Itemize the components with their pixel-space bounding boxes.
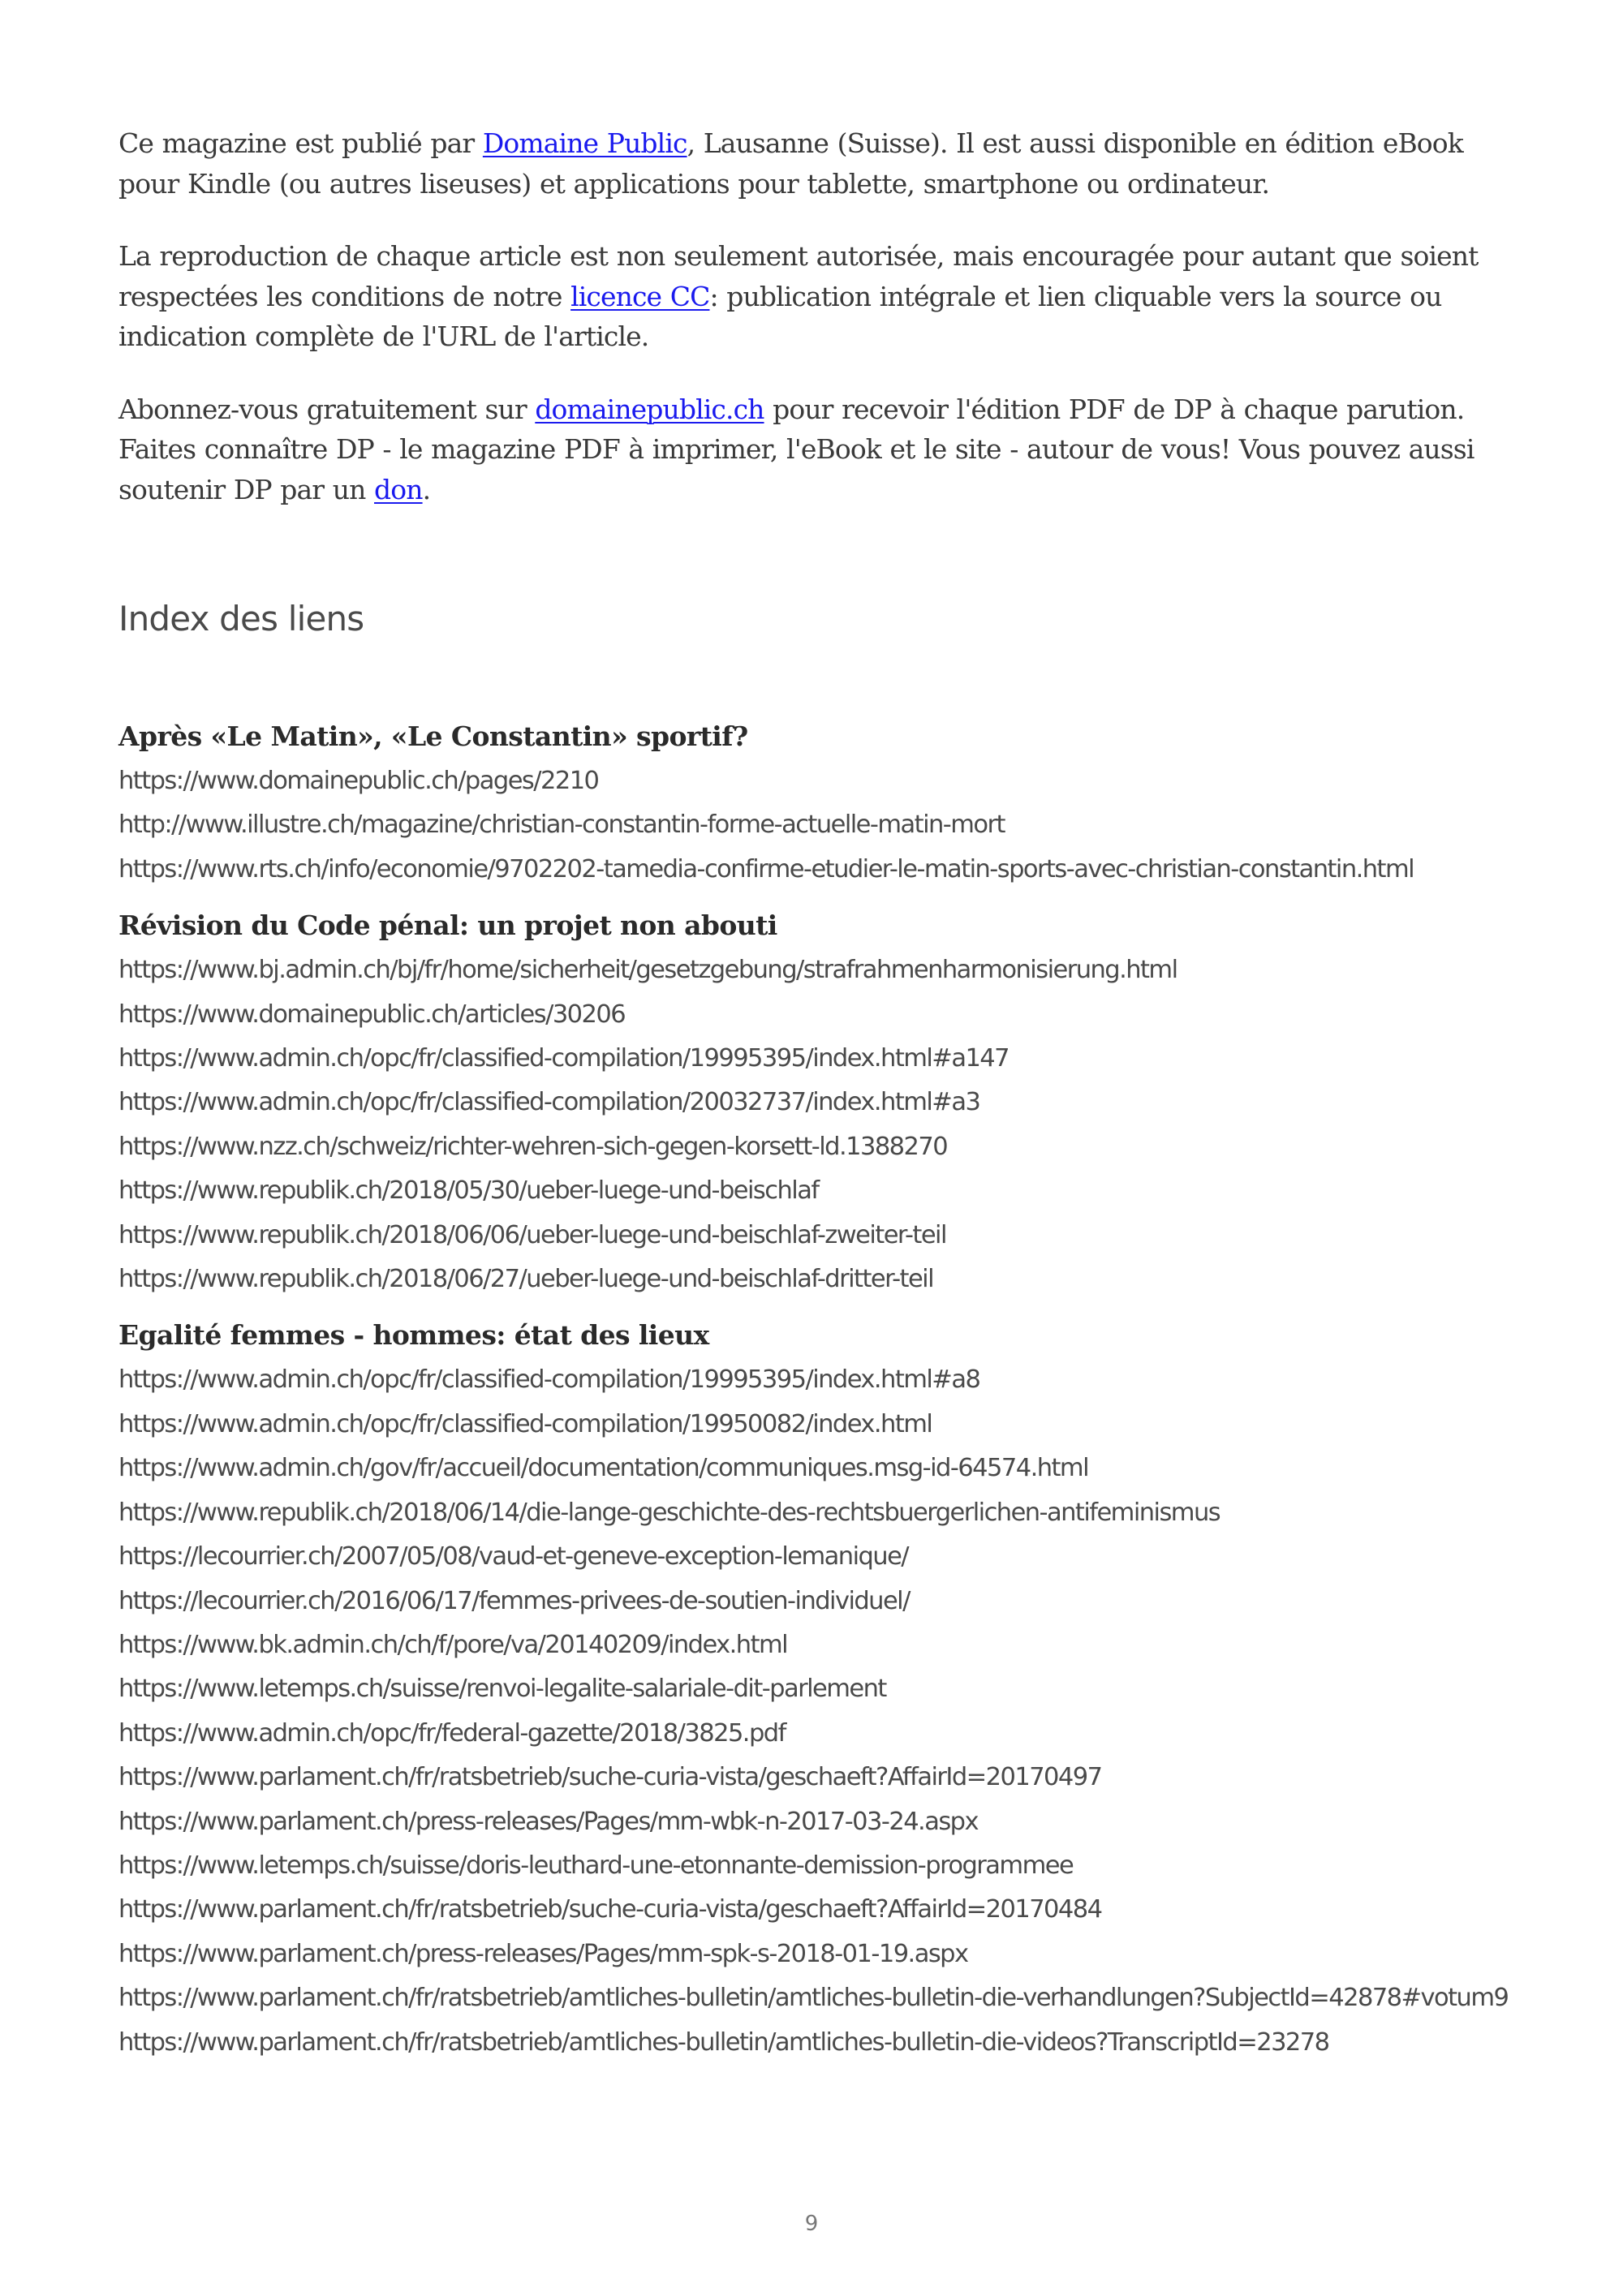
intro-text: Abonnez-vous gratuitement sur bbox=[118, 393, 536, 425]
page-content bbox=[118, 123, 1519, 2076]
domainepublic-link[interactable]: domainepublic.ch bbox=[535, 393, 764, 425]
link-url[interactable]: https://www.letemps.ch/suisse/renvoi-legalite-salariale-dit-parlement bbox=[118, 1675, 886, 1704]
link-url[interactable]: https://www.domainepublic.ch/articles/30206 bbox=[118, 1000, 626, 1029]
link-index bbox=[118, 714, 1519, 2065]
intro-text: , Lausanne (Suisse). Il est aussi disponible en édition eBook pour Kindle (ou autres liseuses) et applications pour tablette, smartphone ou ordinateur. bbox=[118, 127, 1463, 200]
link-group bbox=[118, 903, 1519, 1301]
link-group-title: Révision du Code pénal: un projet non abouti bbox=[118, 909, 777, 942]
link-url[interactable]: https://www.parlament.ch/press-releases/Pages/mm-wbk-n-2017-03-24.aspx bbox=[118, 1807, 978, 1836]
link-url[interactable]: https://www.republik.ch/2018/05/30/ueber-luege-und-beischlaf bbox=[118, 1176, 819, 1206]
link-url[interactable]: https://www.admin.ch/opc/fr/classified-compilation/19950082/index.html bbox=[118, 1409, 932, 1438]
index-title: Index des liens bbox=[118, 599, 364, 638]
link-url[interactable]: https://www.republik.ch/2018/06/27/ueber-luege-und-beischlaf-dritter-teil bbox=[118, 1265, 934, 1294]
link-url[interactable]: https://www.bk.admin.ch/ch/f/pore/va/20140209/index.html bbox=[118, 1630, 788, 1659]
link-url[interactable]: https://www.republik.ch/2018/06/14/die-lange-geschichte-des-rechtsbuergerlichen-antifeminismus bbox=[118, 1498, 1220, 1527]
link-url[interactable]: https://www.parlament.ch/fr/ratsbetrieb/suche-curia-vista/geschaeft?AffairId=20170497 bbox=[118, 1763, 1102, 1792]
link-url[interactable]: https://www.admin.ch/opc/fr/classified-compilation/19995395/index.html#a147 bbox=[118, 1044, 1010, 1073]
link-url[interactable]: https://www.nzz.ch/schweiz/richter-wehren-sich-gegen-korsett-ld.1388270 bbox=[118, 1132, 948, 1161]
link-url[interactable]: https://www.admin.ch/gov/fr/accueil/documentation/communiques.msg-id-64574.html bbox=[118, 1454, 1088, 1483]
intro-paragraph-license bbox=[118, 236, 1519, 357]
link-url[interactable]: https://www.parlament.ch/fr/ratsbetrieb/amtliches-bulletin/amtliches-bulletin-die-verhandlungen?SubjectId=42878#votum9 bbox=[118, 1984, 1509, 2013]
don-link[interactable]: don bbox=[374, 473, 423, 505]
link-url[interactable]: https://www.letemps.ch/suisse/doris-leuthard-une-etonnante-demission-programmee bbox=[118, 1851, 1074, 1880]
link-url[interactable]: http://www.illustre.ch/magazine/christian-constantin-forme-actuelle-matin-mort bbox=[118, 810, 1005, 840]
link-url[interactable]: https://lecourrier.ch/2016/06/17/femmes-privees-de-soutien-individuel/ bbox=[118, 1586, 910, 1615]
intro-text: La reproduction de chaque article est non seulement autorisée, mais encouragée pour autant que soient respectées les conditions de notre bbox=[118, 240, 1479, 312]
intro-text: . bbox=[422, 473, 431, 505]
intro-paragraph-subscribe bbox=[118, 389, 1519, 510]
link-group bbox=[118, 714, 1519, 892]
link-url[interactable]: https://www.admin.ch/opc/fr/federal-gazette/2018/3825.pdf bbox=[118, 1718, 786, 1748]
intro-text: : publication intégrale et lien cliquable vers la source ou indication complète de l'URL de l'article. bbox=[118, 280, 1442, 352]
link-url[interactable]: https://www.rts.ch/info/economie/9702202-tamedia-confirme-etudier-le-matin-sports-avec-christian-constantin.html bbox=[118, 854, 1414, 884]
link-url[interactable]: https://www.republik.ch/2018/06/06/ueber-luege-und-beischlaf-zweiter-teil bbox=[118, 1220, 946, 1249]
intro-text: Ce magazine est publié par bbox=[118, 127, 483, 159]
licence-cc-link[interactable]: licence CC bbox=[570, 280, 710, 312]
domaine-public-link[interactable]: Domaine Public bbox=[482, 127, 687, 159]
intro-paragraph-publisher bbox=[118, 123, 1519, 204]
link-url[interactable]: https://www.parlament.ch/press-releases/Pages/mm-spk-s-2018-01-19.aspx bbox=[118, 1939, 968, 1968]
link-url[interactable]: https://www.bj.admin.ch/bj/fr/home/sicherheit/gesetzgebung/strafrahmenharmonisierung.html bbox=[118, 956, 1177, 985]
link-url[interactable]: https://www.admin.ch/opc/fr/classified-compilation/20032737/index.html#a3 bbox=[118, 1088, 980, 1117]
intro-text: pour recevoir l'édition PDF de DP à chaque parution. Faites connaître DP - le magazine PDF à imprimer, l'eBook et le site - autour de vous! Vous pouvez aussi soutenir DP par un bbox=[118, 393, 1474, 505]
link-group-title: Après «Le Matin», «Le Constantin» sportif? bbox=[118, 720, 748, 752]
link-url[interactable]: https://www.parlament.ch/fr/ratsbetrieb/amtliches-bulletin/amtliches-bulletin-die-videos?TranscriptId=23278 bbox=[118, 2027, 1329, 2057]
link-url[interactable]: https://www.domainepublic.ch/pages/2210 bbox=[118, 767, 599, 795]
link-group-title: Egalité femmes - hommes: état des lieux bbox=[118, 1319, 709, 1352]
link-url[interactable]: https://www.parlament.ch/fr/ratsbetrieb/suche-curia-vista/geschaeft?AffairId=20170484 bbox=[118, 1895, 1102, 1924]
page-number: 9 bbox=[804, 2212, 819, 2236]
link-group bbox=[118, 1313, 1519, 2065]
link-url[interactable]: https://www.admin.ch/opc/fr/classified-compilation/19995395/index.html#a8 bbox=[118, 1365, 980, 1395]
link-url[interactable]: https://lecourrier.ch/2007/05/08/vaud-et-geneve-exception-lemanique/ bbox=[118, 1542, 909, 1572]
